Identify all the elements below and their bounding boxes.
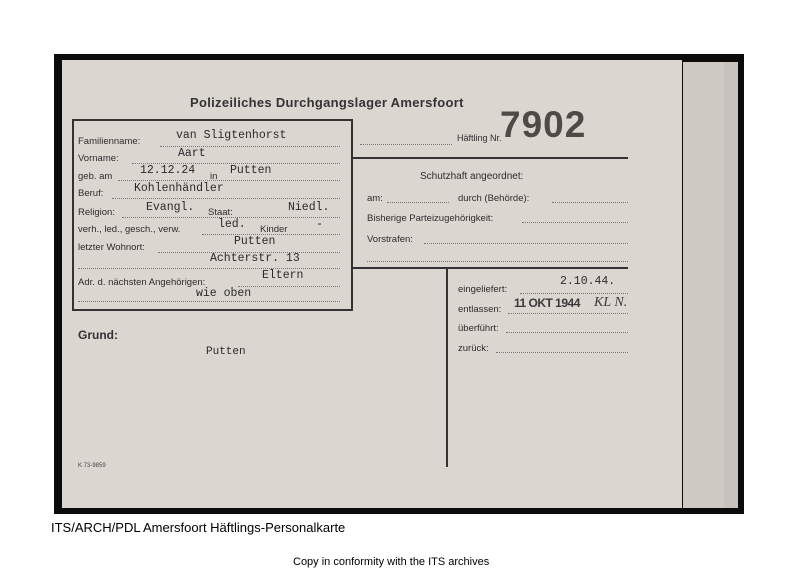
card-edge-tab — [683, 62, 725, 508]
form-code: K 73-9859 — [78, 463, 106, 469]
beruf-value: Kohlenhändler — [134, 182, 224, 195]
entlassen-stamp: 11 OKT 1944 — [514, 296, 580, 310]
beruf-label: Beruf: — [78, 188, 104, 199]
wohnort-street-value: Achterstr. 13 — [210, 252, 300, 265]
wohnort-label: letzter Wohnort: — [78, 242, 145, 253]
left-box-bottom — [72, 309, 353, 311]
geb-label: geb. am — [78, 171, 113, 182]
adr-label: Adr. d. nächsten Angehörigen: — [78, 277, 206, 288]
entlassen-note: KL N. — [594, 295, 628, 310]
eingeliefert-value: 2.10.44. — [560, 275, 616, 288]
entlassen-label: entlassen: — [458, 304, 502, 315]
verh-label: verh., led., gesch., verw. — [78, 224, 181, 235]
geb-place-value: Putten — [230, 164, 272, 177]
grund-value: Putten — [206, 346, 246, 358]
prisoner-card — [62, 60, 682, 508]
durch-label: durch (Behörde): — [458, 193, 530, 204]
eingeliefert-label: eingeliefert: — [458, 284, 508, 295]
left-box-top — [72, 119, 352, 121]
grund-label: Grund: — [78, 328, 118, 342]
card-title: Polizeiliches Durchgangslager Amersfoort — [190, 95, 464, 110]
vorstrafen-label: Vorstrafen: — [367, 234, 413, 245]
wohnort-value: Putten — [234, 235, 276, 248]
am-label: am: — [367, 193, 383, 204]
familienname-value: van Sligtenhorst — [176, 129, 287, 142]
left-box-left — [72, 119, 74, 311]
geb-date-value: 12.12.24 — [140, 164, 196, 177]
religion-label: Religion: — [78, 207, 115, 218]
adr-value-2: wie oben — [196, 287, 252, 300]
kinder-value: - — [316, 218, 323, 231]
kinder-label: Kinder — [260, 224, 288, 235]
zurueck-label: zurück: — [458, 343, 489, 354]
haeftling-label: Häftling Nr. — [457, 133, 502, 143]
partei-label: Bisherige Parteizugehörigkeit: — [367, 213, 494, 224]
right-divider-top — [353, 157, 628, 159]
archive-caption: ITS/ARCH/PDL Amersfoort Häftlings-Personalkarte — [51, 520, 346, 535]
haeftling-number: 7902 — [500, 104, 587, 145]
verh-value: led. — [218, 218, 246, 231]
copy-footer: Copy in conformity with the ITS archives — [293, 556, 490, 568]
vorname-label: Vorname: — [78, 153, 119, 164]
left-box-right — [351, 119, 353, 311]
staat-label: Staat: — [208, 207, 233, 218]
card-edge-tab-outer — [724, 62, 738, 508]
vorname-value: Aart — [178, 147, 206, 160]
religion-value: Evangl. — [146, 201, 195, 214]
adr-value: Eltern — [262, 269, 304, 282]
familienname-label: Familienname: — [78, 136, 141, 147]
staat-value: Niedl. — [288, 201, 330, 214]
right-divider-bottom — [353, 267, 628, 269]
vertical-divider — [446, 269, 448, 467]
geb-in-label: in — [210, 171, 218, 182]
schutzhaft-heading: Schutzhaft angeordnet: — [420, 171, 524, 182]
ueberfuehrt-label: überführt: — [458, 323, 499, 334]
